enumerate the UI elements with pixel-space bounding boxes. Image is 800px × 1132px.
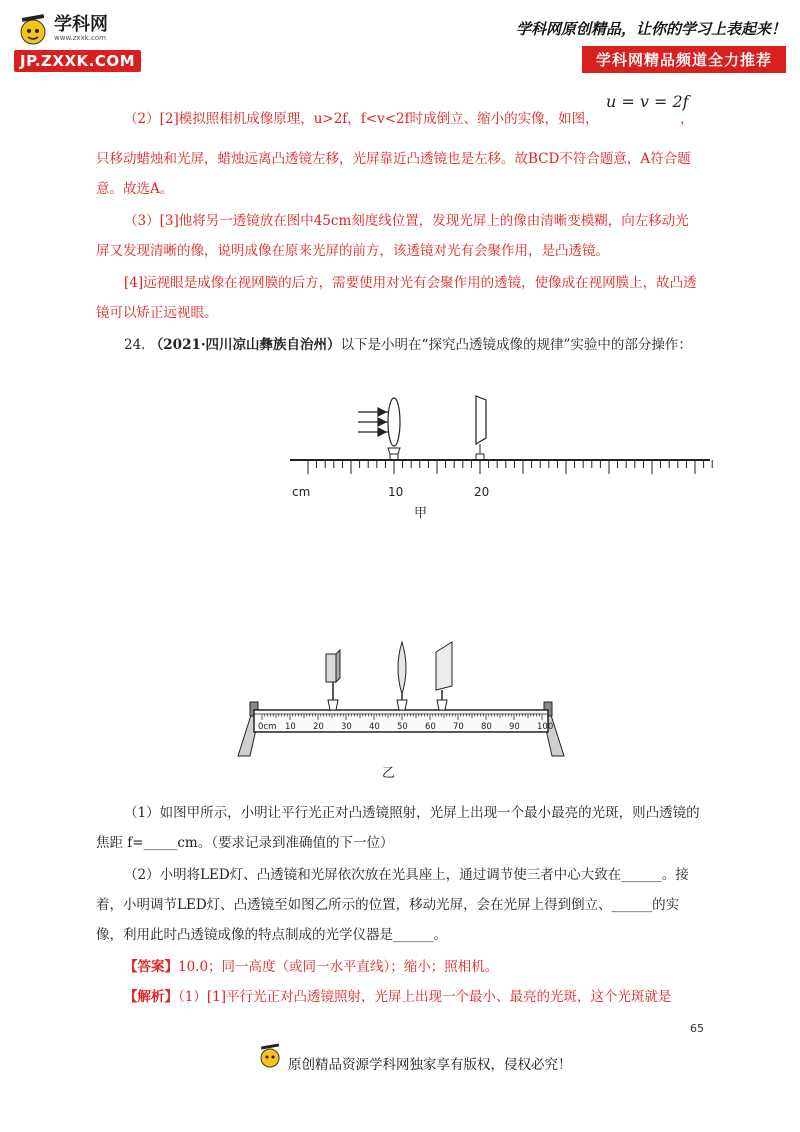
convex-lens-2	[397, 642, 407, 710]
bench-tick-label: 70	[453, 722, 464, 732]
paragraph-3: （3）[3]他将另一透镜放在图中45cm刻度线位置，发现光屏上的像由清晰变模糊，向左移动光屏又发现清晰的像，说明成像在原来光屏的前方，该透镜对光有会聚作用，是凸透镜。	[96, 213, 689, 259]
analysis-text: （1）[1]平行光正对凸透镜照射，光屏上出现一个最小、最亮的光斑，这个光斑就是	[178, 989, 672, 1005]
question-text: 以下是小明在“探究凸透镜成像的规律”实验中的部分操作：	[340, 337, 692, 353]
answer-line	[96, 952, 702, 982]
figure-yi-label: 乙	[382, 766, 396, 781]
figure-jia-label: 甲	[414, 506, 428, 521]
paragraph-4: [4]远视眼是成像在视网膜的后方，需要使用对光有会聚作用的透镜，使像成在视网膜上，故凸透镜可以矫正远视眼。	[96, 275, 697, 321]
footer-mascot-icon	[256, 1040, 284, 1070]
paragraph-1-text: （2）[2]模拟照相机成像原理，u>2f，f<v<2f时成倒立、缩小的实像，如图，	[124, 111, 599, 127]
bench-tick-label: 100	[537, 722, 554, 732]
sub-question-1: （1）如图甲所示，小明让平行光正对凸透镜照射，光屏上出现一个最小最亮的光斑，则凸透镜的焦距 f=_____cm。（要求记录到准确值的下一位）	[96, 805, 700, 851]
bench-tick-label: 90	[509, 722, 520, 732]
ruler-unit: cm	[292, 485, 311, 499]
logo-sub: www.zxxk.com	[54, 34, 106, 42]
tick-label-20: 20	[474, 485, 490, 499]
logo-name: 学科网	[54, 14, 108, 35]
tick-label-10: 10	[388, 485, 404, 499]
question-number: 24.	[124, 337, 146, 353]
bench-tick-label: 80	[481, 722, 492, 732]
analysis-label: 【解析】	[124, 989, 178, 1005]
light-screen	[476, 396, 486, 444]
paragraph-2: 只移动蜡烛和光屏，蜡烛远离凸透镜左移，光屏靠近凸透镜也是左移。故BCD不符合题意，A符合题意。故选A。	[96, 151, 691, 197]
led-lamp	[326, 650, 340, 710]
question-24	[96, 330, 702, 360]
light-screen-2	[436, 642, 452, 710]
sub-question-2: （2）小明将LED灯、凸透镜和光屏依次放在光具座上，通过调节使三者中心大致在______。接着，小明调节LED灯、凸透镜至如图乙所示的位置，移动光屏，会在光屏上得到倒立、______的实像，利用此时凸透镜成像的特点制成的光学仪器是______。	[96, 867, 689, 943]
bench-tick-label: 0cm	[258, 722, 277, 732]
analysis-line	[96, 982, 702, 1012]
header-logo	[14, 10, 164, 74]
bench-tick-label: 60	[425, 722, 436, 732]
header-slogan: 学科网原创精品，让你的学习上表起来！	[515, 20, 786, 38]
bench-tick-label: 20	[313, 722, 324, 732]
bench-tick-label: 10	[285, 722, 296, 732]
answer-label: 【答案】	[124, 959, 178, 975]
question-source: （2021·四川凉山彝族自治州）	[149, 337, 341, 353]
figure-jia	[280, 392, 720, 502]
logo-url[interactable]: JP.ZXXK.COM	[14, 50, 141, 72]
footer-copyright: 原创精品资源学科网独家享有版权，侵权必究！	[288, 1057, 572, 1073]
light-rays	[358, 408, 388, 436]
header-banner: 学科网精品频道全力推荐	[582, 46, 786, 73]
answer-text: 10.0；同一高度（或同一水平直线）；缩小；照相机。	[178, 959, 499, 975]
paragraph-1	[96, 104, 606, 134]
page-number: 65	[690, 1022, 704, 1035]
mascot-icon	[14, 10, 52, 48]
bench-tick-label: 50	[397, 722, 408, 732]
convex-lens	[388, 398, 400, 446]
formula: u = v = 2f	[606, 92, 689, 111]
bench-tick-label: 40	[369, 722, 380, 732]
paragraph-1-end: ，	[680, 111, 694, 127]
bench-tick-label: 30	[341, 722, 352, 732]
figure-yi	[232, 638, 572, 758]
